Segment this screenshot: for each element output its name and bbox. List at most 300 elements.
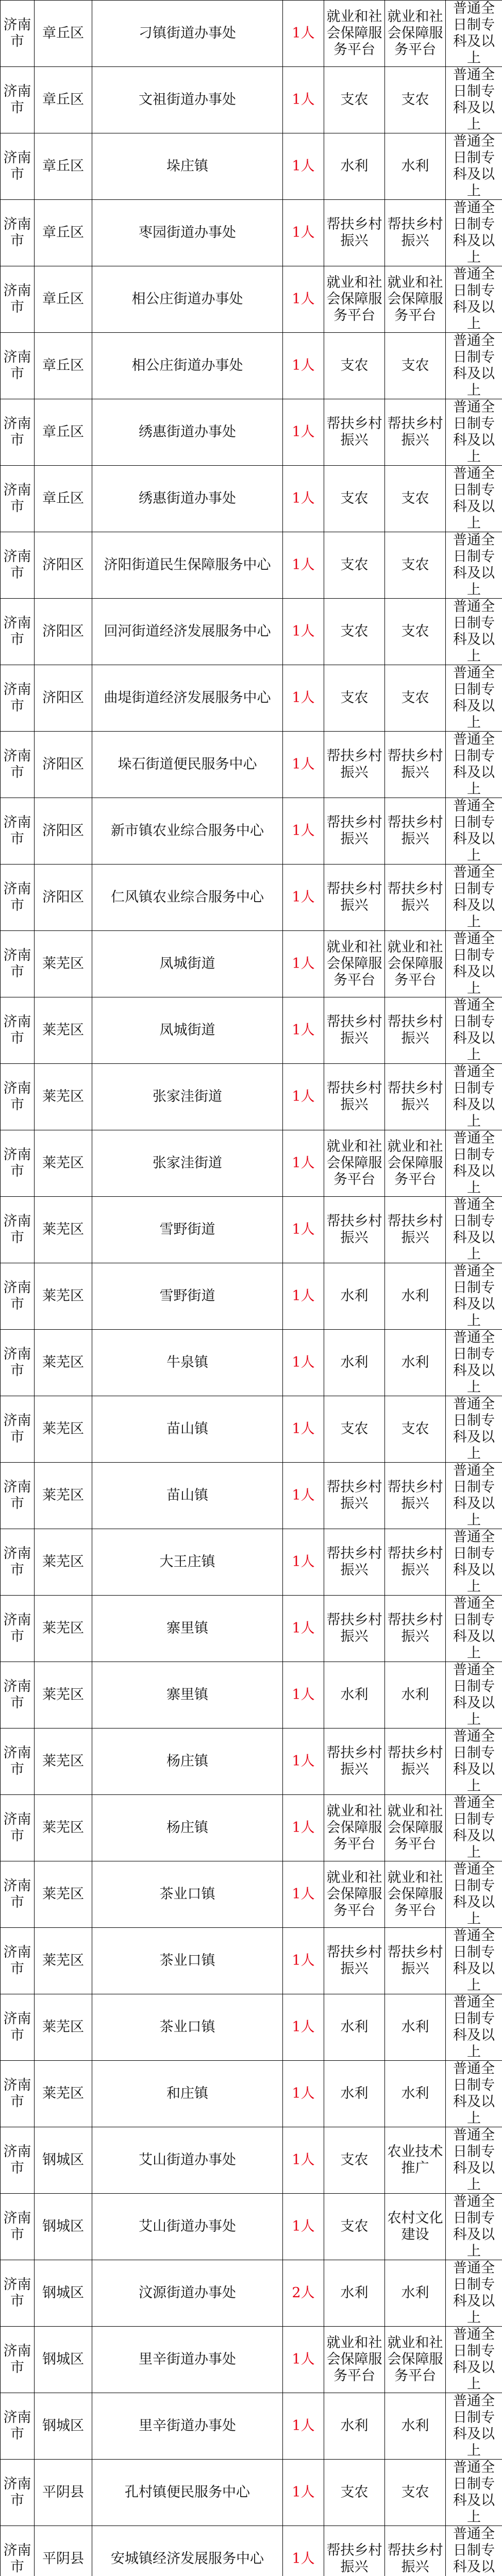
unit-cell: 汶源街道办事处 (92, 2260, 283, 2327)
city-cell: 济南市 (1, 2327, 35, 2393)
category-cell: 支农 (324, 1396, 385, 1463)
education-cell: 普通全日制专科及以上 (446, 1, 502, 67)
education-cell: 普通全日制专科及以上 (446, 333, 502, 399)
unit-cell: 里辛街道办事处 (92, 2393, 283, 2460)
count-cell: 1人 (283, 1928, 324, 1994)
unit-cell: 苗山镇 (92, 1463, 283, 1529)
post-cell: 就业和社会保障服务平台 (385, 266, 446, 333)
category-cell: 就业和社会保障服务平台 (324, 1130, 385, 1197)
category-cell: 水利 (324, 1662, 385, 1728)
city-cell: 济南市 (1, 200, 35, 266)
district-cell: 莱芜区 (35, 1994, 92, 2061)
post-cell: 帮扶乡村振兴 (385, 2526, 446, 2576)
district-cell: 莱芜区 (35, 1861, 92, 1928)
city-cell: 济南市 (1, 599, 35, 665)
table-row (1, 1662, 502, 1728)
table-row (1, 2127, 502, 2194)
count-cell: 1人 (283, 1529, 324, 1596)
table-body (1, 1, 502, 2576)
education-cell: 普通全日制专科及以上 (446, 1662, 502, 1728)
city-cell: 济南市 (1, 1728, 35, 1795)
table-row (1, 1529, 502, 1596)
education-cell: 普通全日制专科及以上 (446, 1064, 502, 1130)
education-cell: 普通全日制专科及以上 (446, 1396, 502, 1463)
count-cell: 1人 (283, 1330, 324, 1396)
education-cell: 普通全日制专科及以上 (446, 1795, 502, 1861)
table-row (1, 1994, 502, 2061)
unit-cell: 苗山镇 (92, 1396, 283, 1463)
district-cell: 莱芜区 (35, 1197, 92, 1263)
district-cell: 章丘区 (35, 1, 92, 67)
count-cell: 1人 (283, 732, 324, 798)
education-cell: 普通全日制专科及以上 (446, 1263, 502, 1330)
table-row (1, 1, 502, 67)
post-cell: 就业和社会保障服务平台 (385, 1130, 446, 1197)
post-cell: 帮扶乡村振兴 (385, 1463, 446, 1529)
district-cell: 钢城区 (35, 2393, 92, 2460)
count-cell: 1人 (283, 798, 324, 865)
district-cell: 莱芜区 (35, 1596, 92, 1662)
table-row (1, 732, 502, 798)
count-cell: 1人 (283, 1064, 324, 1130)
table-row (1, 1263, 502, 1330)
unit-cell: 垛庄镇 (92, 133, 283, 200)
city-cell: 济南市 (1, 1928, 35, 1994)
count-cell: 1人 (283, 1263, 324, 1330)
unit-cell: 艾山街道办事处 (92, 2194, 283, 2260)
category-cell: 帮扶乡村振兴 (324, 1928, 385, 1994)
post-cell: 就业和社会保障服务平台 (385, 931, 446, 997)
unit-cell: 凤城街道 (92, 997, 283, 1064)
education-cell: 普通全日制专科及以上 (446, 2127, 502, 2194)
unit-cell: 大王庄镇 (92, 1529, 283, 1596)
unit-cell: 里辛街道办事处 (92, 2327, 283, 2393)
count-cell: 1人 (283, 2526, 324, 2576)
count-cell: 1人 (283, 1795, 324, 1861)
category-cell: 帮扶乡村振兴 (324, 1596, 385, 1662)
table-row (1, 2260, 502, 2327)
district-cell: 莱芜区 (35, 1529, 92, 1596)
post-cell: 帮扶乡村振兴 (385, 798, 446, 865)
city-cell: 济南市 (1, 1529, 35, 1596)
count-cell: 1人 (283, 266, 324, 333)
district-cell: 莱芜区 (35, 1463, 92, 1529)
table-row (1, 2460, 502, 2526)
district-cell: 济阳区 (35, 865, 92, 931)
unit-cell: 济阳街道民生保障服务中心 (92, 532, 283, 599)
city-cell: 济南市 (1, 1197, 35, 1263)
table-row (1, 333, 502, 399)
education-cell: 普通全日制专科及以上 (446, 2061, 502, 2127)
table-row (1, 2061, 502, 2127)
city-cell: 济南市 (1, 1064, 35, 1130)
category-cell: 水利 (324, 1994, 385, 2061)
count-cell: 1人 (283, 1596, 324, 1662)
district-cell: 济阳区 (35, 732, 92, 798)
post-cell: 水利 (385, 2393, 446, 2460)
post-cell: 帮扶乡村振兴 (385, 1197, 446, 1263)
category-cell: 帮扶乡村振兴 (324, 2526, 385, 2576)
district-cell: 莱芜区 (35, 1330, 92, 1396)
table-row (1, 798, 502, 865)
city-cell: 济南市 (1, 333, 35, 399)
education-cell: 普通全日制专科及以上 (446, 1330, 502, 1396)
city-cell: 济南市 (1, 1596, 35, 1662)
district-cell: 章丘区 (35, 333, 92, 399)
category-cell: 帮扶乡村振兴 (324, 1064, 385, 1130)
count-cell: 1人 (283, 2061, 324, 2127)
category-cell: 水利 (324, 133, 385, 200)
education-cell: 普通全日制专科及以上 (446, 599, 502, 665)
table-row (1, 1396, 502, 1463)
post-cell: 帮扶乡村振兴 (385, 1529, 446, 1596)
city-cell: 济南市 (1, 798, 35, 865)
education-cell: 普通全日制专科及以上 (446, 1130, 502, 1197)
category-cell: 帮扶乡村振兴 (324, 399, 385, 466)
district-cell: 平阴县 (35, 2526, 92, 2576)
category-cell: 水利 (324, 1330, 385, 1396)
district-cell: 莱芜区 (35, 1130, 92, 1197)
education-cell: 普通全日制专科及以上 (446, 1861, 502, 1928)
education-cell: 普通全日制专科及以上 (446, 399, 502, 466)
district-cell: 莱芜区 (35, 1728, 92, 1795)
table-row (1, 2327, 502, 2393)
education-cell: 普通全日制专科及以上 (446, 200, 502, 266)
education-cell: 普通全日制专科及以上 (446, 2260, 502, 2327)
table-row (1, 1330, 502, 1396)
district-cell: 莱芜区 (35, 931, 92, 997)
count-cell: 1人 (283, 532, 324, 599)
city-cell: 济南市 (1, 997, 35, 1064)
table-row (1, 1197, 502, 1263)
category-cell: 帮扶乡村振兴 (324, 798, 385, 865)
category-cell: 帮扶乡村振兴 (324, 1463, 385, 1529)
category-cell: 帮扶乡村振兴 (324, 1197, 385, 1263)
count-cell: 1人 (283, 1861, 324, 1928)
count-cell: 1人 (283, 1197, 324, 1263)
education-cell: 普通全日制专科及以上 (446, 2327, 502, 2393)
count-cell: 1人 (283, 2460, 324, 2526)
post-cell: 帮扶乡村振兴 (385, 1728, 446, 1795)
unit-cell: 仁风镇农业综合服务中心 (92, 865, 283, 931)
city-cell: 济南市 (1, 133, 35, 200)
unit-cell: 茶业口镇 (92, 1928, 283, 1994)
category-cell: 就业和社会保障服务平台 (324, 1, 385, 67)
post-cell: 水利 (385, 1263, 446, 1330)
city-cell: 济南市 (1, 1662, 35, 1728)
city-cell: 济南市 (1, 2194, 35, 2260)
post-cell: 帮扶乡村振兴 (385, 865, 446, 931)
unit-cell: 张家洼街道 (92, 1064, 283, 1130)
table-row (1, 1064, 502, 1130)
count-cell: 1人 (283, 2327, 324, 2393)
education-cell: 普通全日制专科及以上 (446, 133, 502, 200)
table-row (1, 931, 502, 997)
city-cell: 济南市 (1, 67, 35, 133)
table-row (1, 200, 502, 266)
count-cell: 1人 (283, 2393, 324, 2460)
table-row (1, 1728, 502, 1795)
category-cell: 帮扶乡村振兴 (324, 1529, 385, 1596)
education-cell: 普通全日制专科及以 (446, 2526, 502, 2576)
education-cell: 普通全日制专科及以上 (446, 665, 502, 732)
city-cell: 济南市 (1, 1, 35, 67)
district-cell: 莱芜区 (35, 1064, 92, 1130)
education-cell: 普通全日制专科及以上 (446, 532, 502, 599)
unit-cell: 寨里镇 (92, 1596, 283, 1662)
post-cell: 帮扶乡村振兴 (385, 732, 446, 798)
post-cell: 帮扶乡村振兴 (385, 1064, 446, 1130)
unit-cell: 张家洼街道 (92, 1130, 283, 1197)
post-cell: 就业和社会保障服务平台 (385, 1861, 446, 1928)
unit-cell: 绣惠街道办事处 (92, 399, 283, 466)
post-cell: 水利 (385, 133, 446, 200)
post-cell: 帮扶乡村振兴 (385, 997, 446, 1064)
category-cell: 帮扶乡村振兴 (324, 732, 385, 798)
count-cell: 1人 (283, 2194, 324, 2260)
unit-cell: 茶业口镇 (92, 1861, 283, 1928)
table-row (1, 1463, 502, 1529)
post-cell: 支农 (385, 333, 446, 399)
post-cell: 水利 (385, 1330, 446, 1396)
unit-cell: 文祖街道办事处 (92, 67, 283, 133)
post-cell: 帮扶乡村振兴 (385, 200, 446, 266)
table-row (1, 1861, 502, 1928)
post-cell: 支农 (385, 67, 446, 133)
count-cell: 1人 (283, 466, 324, 532)
city-cell: 济南市 (1, 2061, 35, 2127)
district-cell: 平阴县 (35, 2460, 92, 2526)
unit-cell: 雪野街道 (92, 1263, 283, 1330)
table-row (1, 865, 502, 931)
category-cell: 就业和社会保障服务平台 (324, 1861, 385, 1928)
category-cell: 支农 (324, 532, 385, 599)
count-cell: 1人 (283, 1130, 324, 1197)
city-cell: 济南市 (1, 665, 35, 732)
post-cell: 农业技术推广 (385, 2127, 446, 2194)
post-cell: 水利 (385, 2260, 446, 2327)
education-cell: 普通全日制专科及以上 (446, 1197, 502, 1263)
unit-cell: 孔村镇便民服务中心 (92, 2460, 283, 2526)
city-cell: 济南市 (1, 732, 35, 798)
education-cell: 普通全日制专科及以上 (446, 1928, 502, 1994)
category-cell: 水利 (324, 2061, 385, 2127)
district-cell: 钢城区 (35, 2194, 92, 2260)
education-cell: 普通全日制专科及以上 (446, 1728, 502, 1795)
category-cell: 支农 (324, 2194, 385, 2260)
post-cell: 就业和社会保障服务平台 (385, 1, 446, 67)
district-cell: 莱芜区 (35, 1396, 92, 1463)
city-cell: 济南市 (1, 1994, 35, 2061)
table-row (1, 399, 502, 466)
city-cell: 济南市 (1, 1463, 35, 1529)
table-row (1, 997, 502, 1064)
table-row (1, 466, 502, 532)
count-cell: 1人 (283, 865, 324, 931)
district-cell: 章丘区 (35, 133, 92, 200)
category-cell: 就业和社会保障服务平台 (324, 931, 385, 997)
city-cell: 济南市 (1, 2460, 35, 2526)
city-cell: 济南市 (1, 1263, 35, 1330)
table-row (1, 133, 502, 200)
table-row (1, 1795, 502, 1861)
district-cell: 济阳区 (35, 532, 92, 599)
post-cell: 就业和社会保障服务平台 (385, 1795, 446, 1861)
category-cell: 支农 (324, 333, 385, 399)
category-cell: 帮扶乡村振兴 (324, 1728, 385, 1795)
count-cell: 1人 (283, 931, 324, 997)
table-row (1, 2194, 502, 2260)
table-row (1, 1130, 502, 1197)
count-cell: 1人 (283, 2127, 324, 2194)
city-cell: 济南市 (1, 931, 35, 997)
district-cell: 济阳区 (35, 798, 92, 865)
city-cell: 济南市 (1, 2260, 35, 2327)
district-cell: 章丘区 (35, 200, 92, 266)
city-cell: 济南市 (1, 466, 35, 532)
city-cell: 济南市 (1, 399, 35, 466)
count-cell: 1人 (283, 1662, 324, 1728)
count-cell: 1人 (283, 1728, 324, 1795)
education-cell: 普通全日制专科及以上 (446, 2194, 502, 2260)
post-cell: 就业和社会保障服务平台 (385, 2327, 446, 2393)
district-cell: 莱芜区 (35, 1795, 92, 1861)
district-cell: 章丘区 (35, 67, 92, 133)
city-cell: 济南市 (1, 2127, 35, 2194)
post-cell: 支农 (385, 532, 446, 599)
unit-cell: 安城镇经济发展服务中心 (92, 2526, 283, 2576)
post-cell: 帮扶乡村振兴 (385, 399, 446, 466)
count-cell: 1人 (283, 997, 324, 1064)
unit-cell: 茶业口镇 (92, 1994, 283, 2061)
district-cell: 章丘区 (35, 266, 92, 333)
unit-cell: 回河街道经济发展服务中心 (92, 599, 283, 665)
unit-cell: 艾山街道办事处 (92, 2127, 283, 2194)
post-cell: 水利 (385, 1994, 446, 2061)
unit-cell: 杨庄镇 (92, 1728, 283, 1795)
district-cell: 钢城区 (35, 2260, 92, 2327)
unit-cell: 相公庄街道办事处 (92, 333, 283, 399)
table-row (1, 665, 502, 732)
count-cell: 1人 (283, 1396, 324, 1463)
education-cell: 普通全日制专科及以上 (446, 1529, 502, 1596)
unit-cell: 刁镇街道办事处 (92, 1, 283, 67)
education-cell: 普通全日制专科及以上 (446, 1463, 502, 1529)
unit-cell: 牛泉镇 (92, 1330, 283, 1396)
category-cell: 帮扶乡村振兴 (324, 997, 385, 1064)
post-cell: 农村文化建设 (385, 2194, 446, 2260)
education-cell: 普通全日制专科及以上 (446, 732, 502, 798)
unit-cell: 寨里镇 (92, 1662, 283, 1728)
unit-cell: 枣园街道办事处 (92, 200, 283, 266)
post-cell: 支农 (385, 599, 446, 665)
category-cell: 支农 (324, 67, 385, 133)
post-cell: 支农 (385, 2460, 446, 2526)
table-row (1, 2393, 502, 2460)
unit-cell: 相公庄街道办事处 (92, 266, 283, 333)
unit-cell: 和庄镇 (92, 2061, 283, 2127)
post-cell: 水利 (385, 1662, 446, 1728)
count-cell: 1人 (283, 665, 324, 732)
district-cell: 章丘区 (35, 399, 92, 466)
category-cell: 就业和社会保障服务平台 (324, 2327, 385, 2393)
category-cell: 水利 (324, 2260, 385, 2327)
city-cell: 济南市 (1, 1861, 35, 1928)
category-cell: 帮扶乡村振兴 (324, 865, 385, 931)
table-row (1, 67, 502, 133)
post-cell: 帮扶乡村振兴 (385, 1928, 446, 1994)
district-cell: 莱芜区 (35, 2061, 92, 2127)
education-cell: 普通全日制专科及以上 (446, 67, 502, 133)
education-cell: 普通全日制专科及以上 (446, 997, 502, 1064)
category-cell: 支农 (324, 2460, 385, 2526)
count-cell: 1人 (283, 1994, 324, 2061)
count-cell: 1人 (283, 200, 324, 266)
education-cell: 普通全日制专科及以上 (446, 1994, 502, 2061)
city-cell: 济南市 (1, 1795, 35, 1861)
education-cell: 普通全日制专科及以上 (446, 466, 502, 532)
city-cell: 济南市 (1, 1396, 35, 1463)
unit-cell: 凤城街道 (92, 931, 283, 997)
education-cell: 普通全日制专科及以上 (446, 2460, 502, 2526)
city-cell: 济南市 (1, 1330, 35, 1396)
unit-cell: 绣惠街道办事处 (92, 466, 283, 532)
district-cell: 钢城区 (35, 2127, 92, 2194)
district-cell: 莱芜区 (35, 1662, 92, 1728)
city-cell: 济南市 (1, 532, 35, 599)
count-cell: 1人 (283, 399, 324, 466)
district-cell: 莱芜区 (35, 997, 92, 1064)
district-cell: 济阳区 (35, 599, 92, 665)
table-row (1, 2526, 502, 2576)
category-cell: 就业和社会保障服务平台 (324, 266, 385, 333)
count-cell: 1人 (283, 333, 324, 399)
unit-cell: 新市镇农业综合服务中心 (92, 798, 283, 865)
count-cell: 1人 (283, 1, 324, 67)
category-cell: 水利 (324, 1263, 385, 1330)
unit-cell: 垛石街道便民服务中心 (92, 732, 283, 798)
district-cell: 济阳区 (35, 665, 92, 732)
city-cell: 济南市 (1, 865, 35, 931)
category-cell: 支农 (324, 2127, 385, 2194)
education-cell: 普通全日制专科及以上 (446, 931, 502, 997)
education-cell: 普通全日制专科及以上 (446, 865, 502, 931)
unit-cell: 杨庄镇 (92, 1795, 283, 1861)
post-cell: 帮扶乡村振兴 (385, 1596, 446, 1662)
education-cell: 普通全日制专科及以上 (446, 2393, 502, 2460)
table-row (1, 532, 502, 599)
count-cell: 1人 (283, 133, 324, 200)
post-cell: 水利 (385, 2061, 446, 2127)
unit-cell: 曲堤街道经济发展服务中心 (92, 665, 283, 732)
table-row (1, 266, 502, 333)
count-cell: 1人 (283, 67, 324, 133)
post-cell: 支农 (385, 665, 446, 732)
count-cell: 2人 (283, 2260, 324, 2327)
city-cell: 济南市 (1, 2393, 35, 2460)
education-cell: 普通全日制专科及以上 (446, 266, 502, 333)
category-cell: 就业和社会保障服务平台 (324, 1795, 385, 1861)
category-cell: 支农 (324, 599, 385, 665)
city-cell: 济南市 (1, 266, 35, 333)
post-cell: 支农 (385, 1396, 446, 1463)
category-cell: 支农 (324, 665, 385, 732)
city-cell: 济南市 (1, 1130, 35, 1197)
district-cell: 莱芜区 (35, 1928, 92, 1994)
category-cell: 水利 (324, 2393, 385, 2460)
count-cell: 1人 (283, 1463, 324, 1529)
category-cell: 支农 (324, 466, 385, 532)
